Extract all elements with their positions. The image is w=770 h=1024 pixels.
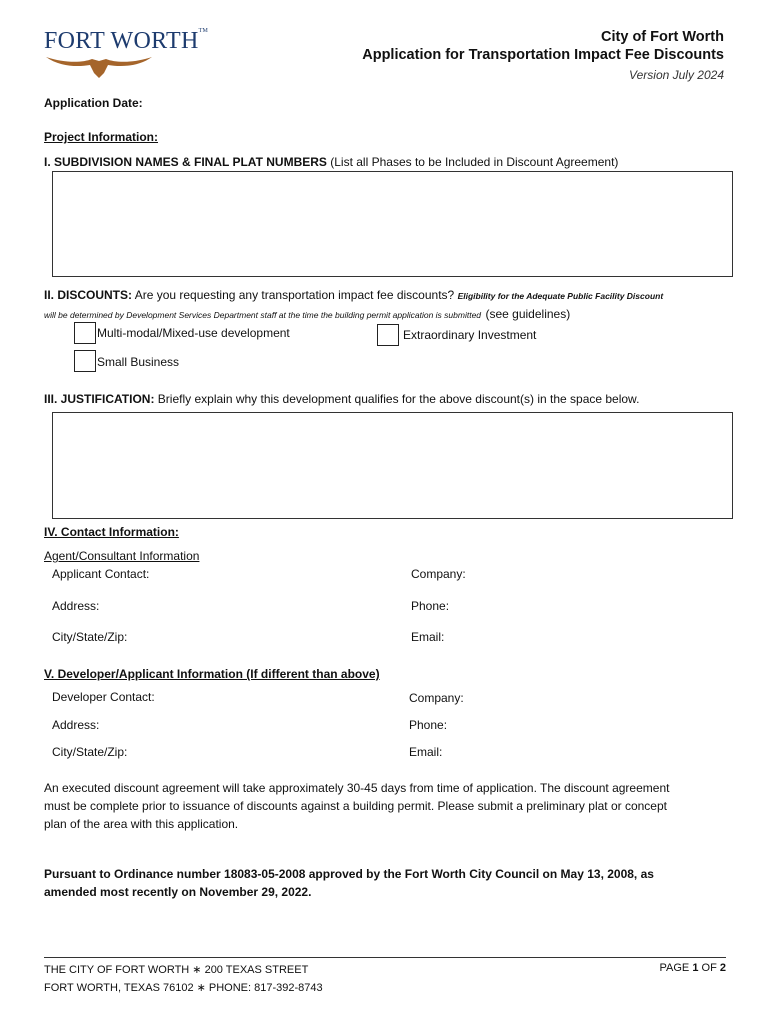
footer-address-line-2: FORT WORTH, TEXAS 76102 ∗ PHONE: 817-392-8743 [44,982,323,994]
section-2-heading: II. DISCOUNTS: Are you requesting any transportation impact fee discounts? Eligibility for the Adequate Public Facility Discount [44,288,664,302]
city-logo [44,28,208,79]
justification-textarea[interactable] [52,412,733,519]
multimodal-checkbox[interactable] [74,322,96,344]
section-5-heading: V. Developer/Applicant Information (If different than above) [44,667,380,681]
agent-consultant-subheading: Agent/Consultant Information [44,549,200,563]
multimodal-label: Multi-modal/Mixed-use development [97,326,290,340]
project-information-label: Project Information: [44,130,159,144]
small-business-label: Small Business [97,355,180,369]
developer-city-state-zip-label: City/State/Zip: [52,745,128,759]
developer-address-label: Address: [52,718,100,732]
section-4-heading: IV. Contact Information: [44,525,179,539]
discount-agreement-note: An executed discount agreement will take approximately 30-45 days from time of application. The discount agreement must be complete prior to issuance of discounts against a building permit. Please submit a preliminary plat or concept plan of the area with this application. [44,781,670,831]
developer-contact-label: Developer Contact: [52,690,155,704]
agent-phone-label: Phone: [411,599,450,613]
logo-wordmark: FORT WORTH™ [44,28,209,54]
section-2-eligibility: will be determined by Development Services Department staff at the time the building permit application is submitted (see guidelines) [44,307,571,321]
small-business-checkbox[interactable] [74,350,96,372]
section-3-heading: III. JUSTIFICATION: Briefly explain why this development qualifies for the above discount(s) in the space below. [44,392,640,406]
longhorn-icon [44,53,154,79]
footer-address-line-1: THE CITY OF FORT WORTH ∗ 200 TEXAS STREET [44,964,309,976]
document-version: Version July 2024 [629,68,724,82]
agent-company-label: Company: [411,567,466,581]
agent-address-label: Address: [52,599,100,613]
developer-email-label: Email: [409,745,443,759]
subdivision-names-textarea[interactable] [52,171,733,277]
agent-city-state-zip-label: City/State/Zip: [52,630,128,644]
document-title: City of Fort Worth [601,29,724,45]
document-subtitle: Application for Transportation Impact Fee Discounts [362,47,724,63]
extraordinary-investment-checkbox[interactable] [377,324,399,346]
application-date-label: Application Date: [44,96,143,110]
applicant-contact-label: Applicant Contact: [52,567,150,581]
agent-email-label: Email: [411,630,445,644]
ordinance-statement: Pursuant to Ordinance number 18083-05-2008 approved by the Fort Worth City Council on May 13, 2008, as amended most recently on November 29, 2022. [44,867,654,899]
page-indicator: PAGE 1 OF 2 [659,962,726,974]
developer-company-label: Company: [409,691,464,705]
developer-phone-label: Phone: [409,718,448,732]
footer-divider [44,957,726,958]
section-1-heading: I. SUBDIVISION NAMES & FINAL PLAT NUMBERS (List all Phases to be Included in Discount Agreement) [44,155,619,169]
extraordinary-investment-label: Extraordinary Investment [403,328,537,342]
